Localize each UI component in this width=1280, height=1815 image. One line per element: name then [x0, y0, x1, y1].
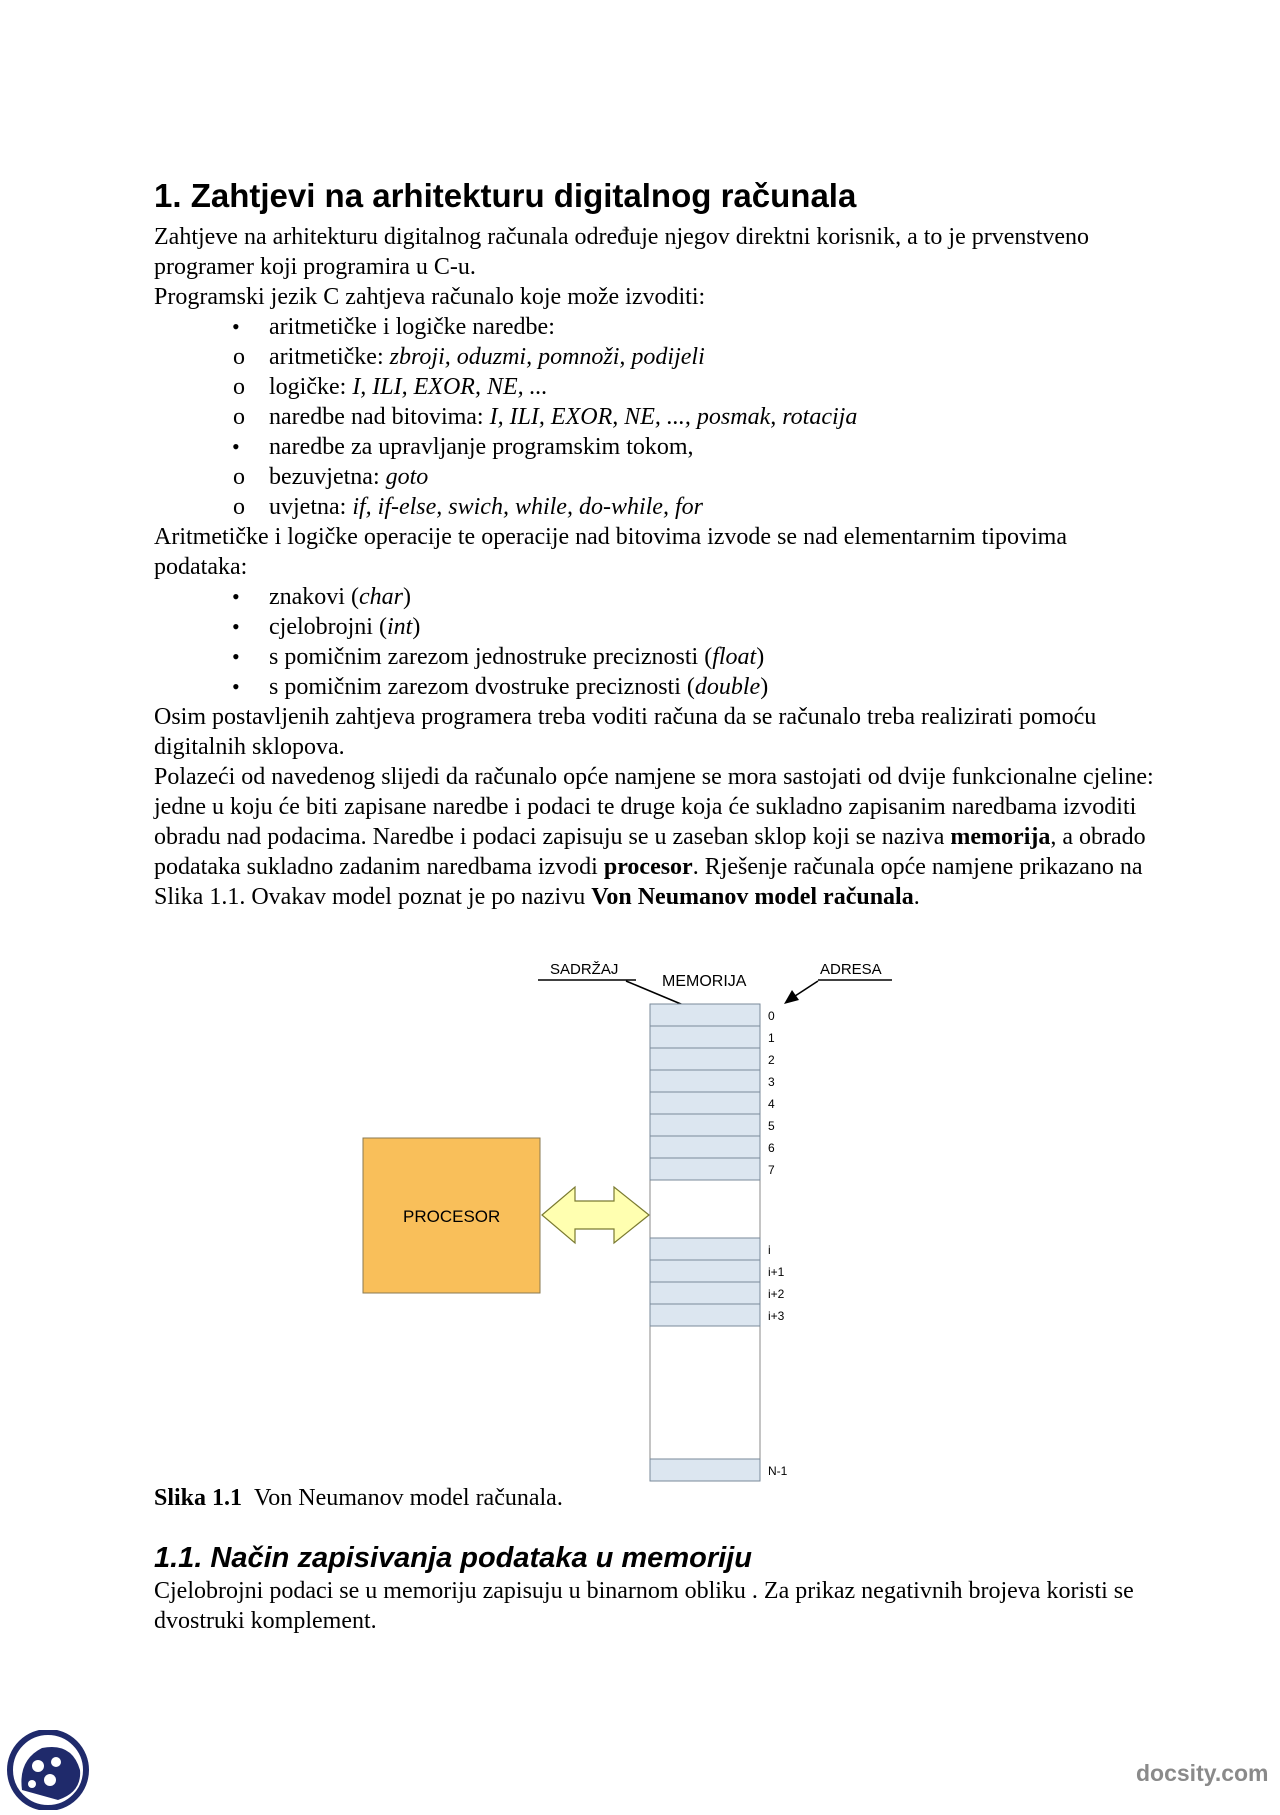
section-title: 1.1. Način zapisivanja podataka u memoriju	[154, 1542, 752, 1574]
sub-list	[154, 342, 1154, 432]
memory-index-label: 3	[768, 1075, 775, 1089]
paragraph-types: Aritmetičke i logičke operacije te operacije nad bitovima izvode se nad elementarnim tipovima podataka:	[154, 524, 1067, 580]
memory-cell	[650, 1282, 760, 1304]
memory-index-label: 0	[768, 1009, 775, 1023]
memory-index-label: i+1	[768, 1265, 785, 1279]
memory-cell	[650, 1304, 760, 1326]
list-item: o aritmetičke: zbroji, oduzmi, pomnoži, podijeli	[233, 344, 705, 370]
paragraph-von-neumann: Polazeći od navedenog slijedi da računalo opće namjene se mora sastojati od dvije funkcionalne cjeline: jedne u koju će biti zapisane naredbe i podaci te druge koja će sukladno zapisanim naredbama izvoditi obradu nad podacima. Naredbe i podaci zapisuju se u zaseban sklop koji se naziva memorija, a obrado podataka sukladno zadanim naredbama izvodi procesor. Rješenje računala opće namjene prikazano na Slika 1.1. Ovakav model poznat je po nazivu Von Neumanov model računala.	[154, 764, 1154, 910]
instruction-list	[154, 312, 1154, 522]
document-body	[154, 176, 1154, 912]
page-title: 1. Zahtjevi na arhitekturu digitalnog računala	[154, 177, 857, 214]
memory-cell	[650, 1004, 760, 1026]
list-item: • aritmetičke i logičke naredbe: o aritmetičke: zbroji, oduzmi, pomnoži, podijeli o logičke: I, ILI, EXOR, NE, ... o naredbe nad bitovima: I, ILI, EXOR, NE, ..., posmak, rotacija	[154, 312, 1154, 432]
memory-cell	[650, 1459, 760, 1481]
memory-index-label: i	[768, 1243, 771, 1257]
memory-index-label: 4	[768, 1097, 775, 1111]
list-item: • s pomičnim zarezom jednostruke preciznosti (float)	[154, 642, 1154, 672]
list-item: • naredbe za upravljanje programskim tokom, o bezuvjetna: goto o uvjetna: if, if-else, swich, while, do-while, for	[154, 432, 1154, 522]
processor-label: PROCESOR	[403, 1207, 501, 1226]
memory-index-label: N-1	[768, 1464, 788, 1478]
memory-cell	[650, 1048, 760, 1070]
figure-caption: Slika 1.1 Von Neumanov model računala.	[154, 1485, 563, 1511]
memory-cell	[650, 1260, 760, 1282]
section-memory-storage	[154, 1540, 1154, 1636]
paragraph-intro: Zahtjeve na arhitekturu digitalnog računala određuje njegov direktni korisnik, a to je prvenstveno programer koji programira u C-u.	[154, 224, 1090, 280]
memory-index-label: 6	[768, 1141, 775, 1155]
list-item: o bezuvjetna: goto	[233, 464, 429, 490]
memory-cell	[650, 1026, 760, 1048]
label-address: ADRESA	[820, 961, 882, 978]
list-item: • s pomičnim zarezom dvostruke preciznosti (double)	[154, 672, 1154, 702]
memory-index-label: i+3	[768, 1309, 785, 1323]
memory-cell	[650, 1114, 760, 1136]
memory-indices	[768, 1009, 788, 1478]
list-item: • cjelobrojni (int)	[154, 612, 1154, 642]
memory-block	[650, 1004, 760, 1481]
memory-cell	[650, 1070, 760, 1092]
memory-cell	[650, 1158, 760, 1180]
list-item: o uvjetna: if, if-else, swich, while, do-while, for	[233, 494, 703, 520]
paragraph-digital: Osim postavljenih zahtjeva programera treba voditi računa da se računalo treba realizirati pomoću digitalnih sklopova.	[154, 704, 1097, 760]
memory-cell	[650, 1136, 760, 1158]
bus-arrow	[542, 1187, 649, 1243]
sub-list	[154, 462, 1154, 522]
memory-cell	[650, 1238, 760, 1260]
list-item: o naredbe nad bitovima: I, ILI, EXOR, NE, ..., posmak, rotacija	[233, 404, 858, 430]
docsity-logo-icon	[2, 1730, 94, 1815]
memory-index-label: 7	[768, 1163, 775, 1177]
memory-index-label: 2	[768, 1053, 775, 1067]
label-memory: MEMORIJA	[662, 973, 747, 990]
memory-index-label: 1	[768, 1031, 775, 1045]
docsity-brand[interactable]: docsity.com	[1136, 1760, 1269, 1786]
paragraph-requirements: Programski jezik C zahtjeva računalo koje može izvoditi:	[154, 284, 706, 310]
memory-cell	[650, 1092, 760, 1114]
list-item: o logičke: I, ILI, EXOR, NE, ...	[233, 374, 548, 400]
list-item: • znakovi (char)	[154, 582, 1154, 612]
memory-index-label: i+2	[768, 1287, 785, 1301]
label-content: SADRŽAJ	[550, 961, 619, 978]
section-paragraph: Cjelobrojni podaci se u memoriju zapisuju u binarnom obliku . Za prikaz negativnih brojeva koristi se dvostruki komplement.	[154, 1578, 1134, 1634]
memory-index-label: 5	[768, 1119, 775, 1133]
type-list	[154, 582, 1154, 702]
